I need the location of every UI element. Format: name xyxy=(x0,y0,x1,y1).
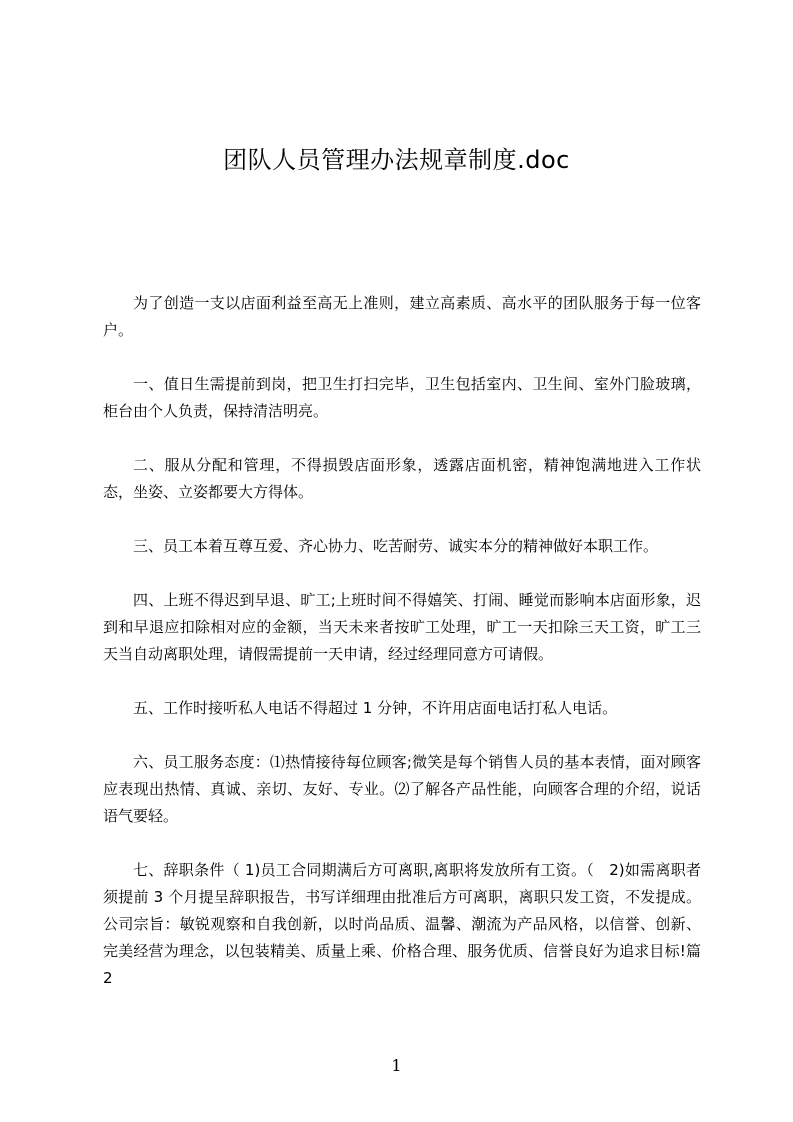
paragraph-rule-7: 七、辞职条件（ 1)员工合同期满后方可离职,离职将发放所有工资。（ 2)如需离职者须提前 3 个月提呈辞职报告，书写详细理由批准后方可离职，离职只发工资，不发提成。公司宗旨：敏锐观察和自我创新，以时尚品质、温馨、潮流为产品风格，以信誉、创新、完美经营为理念，以包装精美、质量上乘、价格合理、服务优质、信誉良好为追求目标!篇 2 xyxy=(103,861,701,987)
page-number: 1 xyxy=(391,1056,402,1075)
paragraph-rule-2: 二、服从分配和管理，不得损毁店面形象，透露店面机密，精神饱满地进入工作状态，坐姿、立姿都要大方得体。 xyxy=(103,456,701,501)
paragraph-rule-4: 四、上班不得迟到早退、旷工;上班时间不得嬉笑、打闹、睡觉而影响本店面形象，迟到和早退应扣除相对应的金额，当天未来者按旷工处理，旷工一天扣除三天工资，旷工三天当自动离职处理，请假需提前一天申请，经过经理同意方可请假。 xyxy=(103,591,701,663)
paragraph-intro: 为了创造一支以店面利益至高无上准则，建立高素质、高水平的团队服务于每一位客户。 xyxy=(103,294,701,339)
paragraph-rule-5: 五、工作时接听私人电话不得超过 1 分钟，不许用店面电话打私人电话。 xyxy=(133,699,618,717)
document-title: 团队人员管理办法规章制度.doc xyxy=(223,146,570,174)
document-body xyxy=(103,290,701,992)
paragraph-rule-3: 三、员工本着互尊互爱、齐心协力、吃苦耐劳、诚实本分的精神做好本职工作。 xyxy=(133,537,659,555)
paragraph-rule-1: 一、值日生需提前到岗，把卫生打扫完毕，卫生包括室内、卫生间、室外门脸玻璃，柜台由个人负责，保持清洁明亮。 xyxy=(103,375,701,420)
paragraph-rule-6: 六、员工服务态度：⑴热情接待每位顾客;微笑是每个销售人员的基本表情，面对顾客应表现出热情、真诚、亲切、友好、专业。⑵了解各产品性能，向顾客合理的介绍，说话语气要轻。 xyxy=(103,753,701,825)
